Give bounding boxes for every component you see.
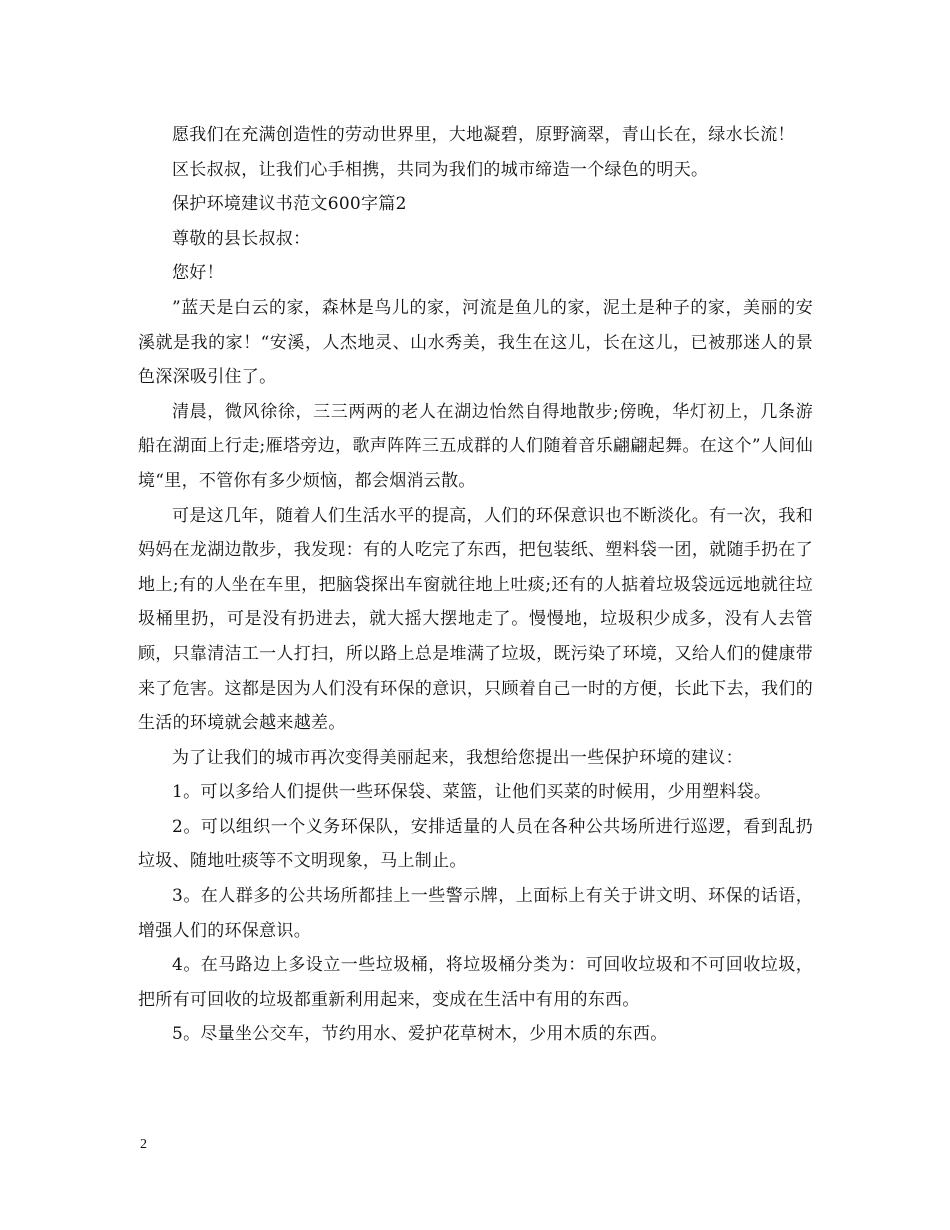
paragraph: ”蓝天是白云的家，森林是鸟儿的家，河流是鱼儿的家，泥土是种子的家，美丽的安溪就是我的家！“安溪，人杰地灵、山水秀美，我生在这儿，长在这儿，已被那迷人的景色深深吸引住了。 bbox=[138, 297, 813, 388]
paragraph: 可是这几年，随着人们生活水平的提高，人们的环保意识也不断淡化。有一次，我和妈妈在龙湖边散步，我发现：有的人吃完了东西，把包装纸、塑料袋一团，就随手扔在了地上;有的人坐在车里，把脑袋探出车窗就往地上吐痰;还有的人掂着垃圾袋远远地就往垃圾桶里扔，可是没有扔进去，就大摇大摆地走了。慢慢地，垃圾积少成多，没有人去管顾，只靠清洁工一人打扫，所以路上总是堆满了垃圾，既污染了环境，又给人们的健康带来了危害。这都是因为人们没有环保的意识，只顾着自己一时的方便，长此下去，我们的生活的环境就会越来越差。 bbox=[138, 505, 813, 734]
paragraph: 愿我们在充满创造性的劳动世界里，大地凝碧，原野滴翠，青山长在，绿水长流！ bbox=[172, 125, 795, 145]
paragraph: 区长叔叔，让我们心手相携，共同为我们的城市缔造一个绿色的明天。 bbox=[172, 159, 709, 180]
list-item: 5。尽量坐公交车，节约用水、爱护花草树木，少用木质的东西。 bbox=[172, 1024, 668, 1045]
list-item: 1。可以多给人们提供一些环保袋、菜篮，让他们买菜的时候用，少用塑料袋。 bbox=[172, 782, 772, 803]
paragraph: 为了让我们的城市再次变得美丽起来，我想给您提出一些保护环境的建议： bbox=[172, 747, 743, 768]
greeting: 您好！ bbox=[172, 263, 224, 284]
salutation: 尊敬的县长叔叔： bbox=[172, 228, 311, 249]
section-heading: 保护环境建议书范文600字篇2 bbox=[172, 194, 407, 215]
list-item: 2。可以组织一个义务环保队，安排适量的人员在各种公共场所进行巡逻，看到乱扔垃圾、随地吐痰等不文明现象，马上制止。 bbox=[138, 816, 813, 872]
list-item: 3。在人群多的公共场所都挂上一些警示牌，上面标上有关于讲文明、环保的话语，增强人们的环保意识。 bbox=[138, 886, 813, 941]
document-body bbox=[138, 118, 813, 1052]
page-number: 2 bbox=[140, 1137, 147, 1152]
list-item: 4。在马路边上多设立一些垃圾桶，将垃圾桶分类为：可回收垃圾和不可回收垃圾，把所有可回收的垃圾都重新利用起来，变成在生活中有用的东西。 bbox=[138, 955, 813, 1010]
paragraph: 清晨，微风徐徐，三三两两的老人在湖边怡然自得地散步;傍晚，华灯初上，几条游船在湖面上行走;雁塔旁边，歌声阵阵三五成群的人们随着音乐翩翩起舞。在这个”人间仙境“里，不管你有多少烦恼，都会烟消云散。 bbox=[138, 401, 813, 491]
